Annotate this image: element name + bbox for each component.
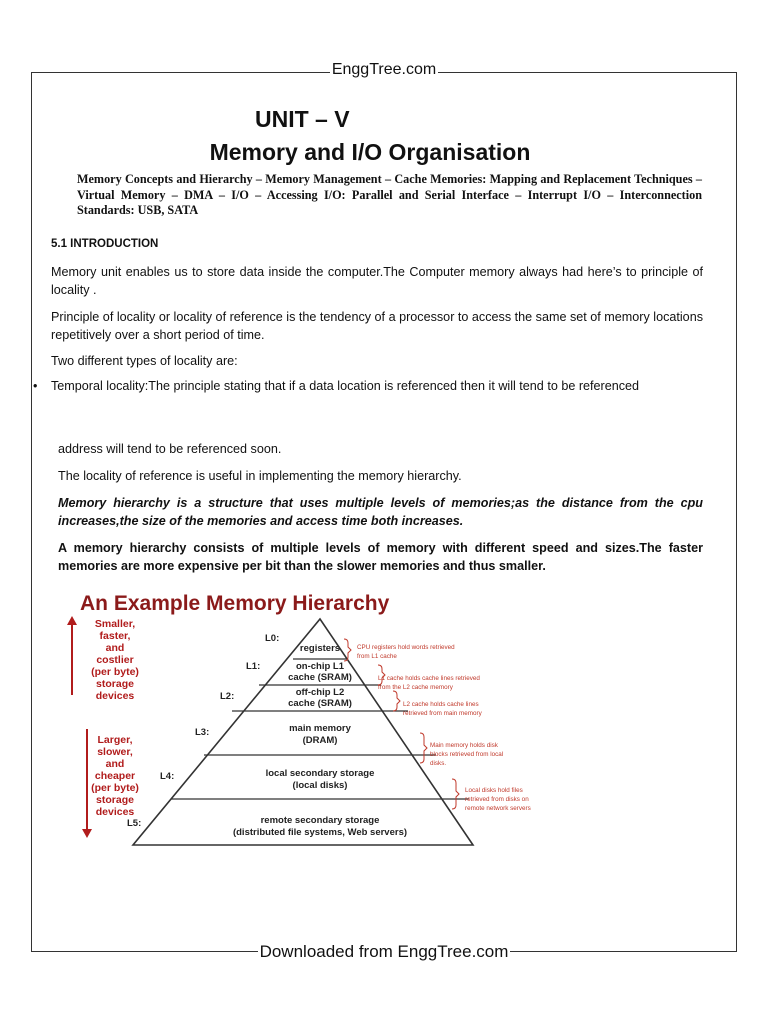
bullet-temporal-locality (33, 379, 703, 393)
level-label-registers: registers (299, 643, 341, 654)
note-l2: L2 cache holds cache lines (403, 701, 479, 708)
side-top-line: (per byte) (91, 666, 139, 678)
note-l0: CPU registers hold words retrieved (357, 644, 455, 651)
level-label-main-memory: main memory (289, 723, 351, 734)
note-l1: L1 cache holds cache lines retrieved (378, 675, 480, 682)
side-bottom-line: (per byte) (91, 782, 139, 794)
page-title: Memory and I/O Organisation (209, 139, 531, 165)
arrow-up-icon (67, 616, 77, 625)
note-l4: retrieved from disks on (465, 796, 529, 803)
note-l2: retrieved from main memory (403, 710, 482, 717)
side-top-line: Smaller, (94, 618, 136, 630)
paragraph-hierarchy-definition: Memory hierarchy is a structure that uses multiple levels of memories;as the distance from the cpu increases,the size of the memories and access time both increases. (58, 496, 703, 528)
side-bottom-line: slower, (97, 746, 133, 758)
footer-site-name (0, 942, 768, 962)
note-l3: blocks retrieved from local (430, 751, 504, 758)
header-site-name (0, 61, 768, 79)
paragraph-locality-use: The locality of reference is useful in implementing the memory hierarchy. (58, 469, 462, 483)
brace-icon (420, 733, 427, 763)
level-id-l5: L5: (127, 818, 142, 829)
level-label-main-memory: (DRAM) (302, 735, 338, 746)
side-top-line: costlier (96, 654, 134, 666)
header-site-text: EnggTree.com (331, 61, 437, 78)
unit-label: UNIT – V (255, 106, 350, 132)
note-l3: disks. (430, 760, 447, 767)
figure-title: An Example Memory Hierarchy (80, 592, 390, 615)
side-bottom-line: and (105, 758, 125, 770)
footer-site-text: Downloaded from EnggTree.com (259, 942, 509, 961)
level-label-l2: off-chip L2 (295, 687, 345, 698)
level-id-l0: L0: (265, 633, 280, 644)
side-top-line: and (105, 642, 125, 654)
bullet-text: Temporal locality:The principle stating that if a data location is referenced then it will tend to be referenced (51, 379, 640, 393)
side-top-line: storage (96, 678, 134, 690)
side-bottom-line: cheaper (94, 770, 136, 782)
level-id-l4: L4: (160, 771, 175, 782)
level-label-remote-storage: remote secondary storage (260, 815, 380, 826)
brace-icon (452, 779, 459, 809)
paragraph-types: Two different types of locality are: (51, 354, 238, 368)
side-top-line: faster, (99, 630, 131, 642)
note-l1: from the L2 cache memory (378, 684, 453, 691)
paragraph-memory-unit: Memory unit enables us to store data inside the computer.The Computer memory always had here’s to principle of locality . (51, 265, 703, 297)
paragraph-locality: Principle of locality or locality of reference is the tendency of a processor to access the same set of memory locations repetitively over a short period of time. (51, 310, 703, 342)
side-label-top (91, 618, 139, 702)
bullet-icon: • (33, 379, 38, 393)
side-bottom-line: storage (96, 794, 134, 806)
note-l4: Local disks hold files (465, 787, 523, 794)
level-label-l1: cache (SRAM) (288, 672, 352, 683)
side-top-line: devices (95, 690, 135, 702)
note-l0: from L1 cache (357, 653, 397, 660)
level-id-l1: L1: (246, 661, 261, 672)
level-label-l1: on-chip L1 (295, 661, 345, 672)
paragraph-address: address will tend to be referenced soon. (58, 442, 282, 456)
level-label-local-storage: (local disks) (292, 780, 348, 791)
note-l4: remote network servers (465, 805, 531, 812)
level-id-l3: L3: (195, 727, 210, 738)
side-label-bottom (91, 734, 139, 818)
level-label-l2: cache (SRAM) (288, 698, 352, 709)
side-bottom-line: Larger, (97, 734, 133, 746)
brace-icon (344, 639, 351, 661)
note-l3: Main memory holds disk (430, 742, 498, 749)
section-heading: 5.1 INTRODUCTION (51, 238, 159, 250)
memory-hierarchy-figure (60, 583, 580, 853)
arrow-down-icon (82, 829, 92, 838)
side-bottom-line: devices (95, 806, 135, 818)
level-label-local-storage: local secondary storage (265, 768, 375, 779)
paragraph-hierarchy-levels: A memory hierarchy consists of multiple levels of memory with different speed and sizes.The faster memories are more expensive per bit than the slower memories and thus smaller. (58, 541, 703, 573)
level-id-l2: L2: (220, 691, 235, 702)
syllabus-text: Memory Concepts and Hierarchy – Memory Management – Cache Memories: Mapping and Replacement Techniques – Virtual Memory – DMA – I/O – Accessing I/O: Parallel and Serial Interface – Interrupt I/O – Interconnection Standards: USB, SATA (77, 172, 702, 217)
brace-icon (393, 691, 400, 711)
level-label-remote-storage: (distributed file systems, Web servers) (232, 827, 408, 838)
